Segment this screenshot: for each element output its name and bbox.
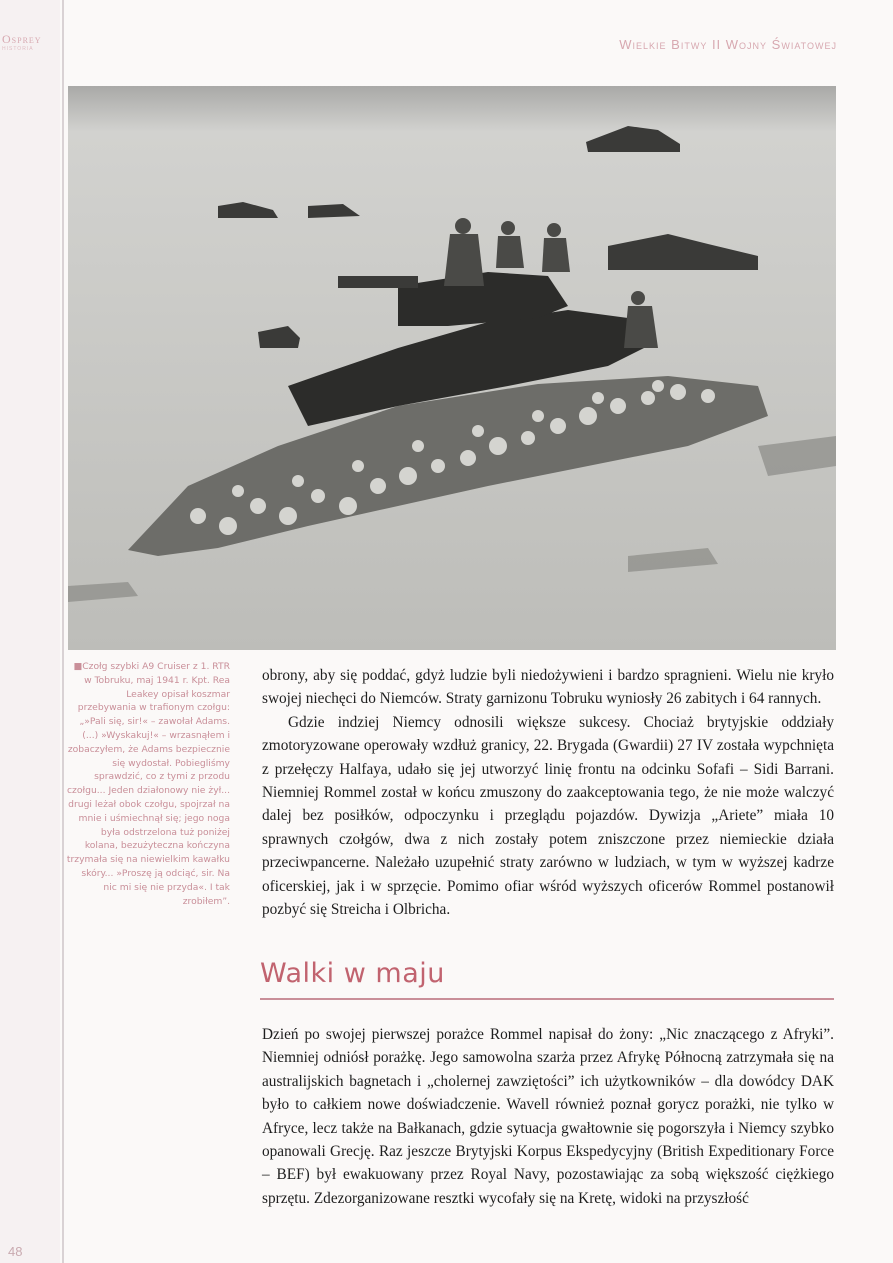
page-number: 48: [8, 1244, 23, 1259]
margin-strip: [0, 0, 60, 1263]
paragraph: Dzień po swojej pierwszej porażce Rommel napisał do żony: „Nic znaczącego z Afryki”. Niemniej odniósł porażkę. Jego samowolna szarża przez Afrykę Północną zatrzymała się na australijskich bagnetach i „cholernej zawziętości” ich użytkowników – dla dowódcy DAK było to całkiem nowe doświadczenie. Wavell również poznał gorycz porażki, nie tylko w Afryce, lecz także na Bałkanach, gdzie sytuacja gwałtownie się pogorszyła i Niemcy szybko opanowali Grecję. Raz jeszcze Brytyjski Korpus Ekspedycyjny (British Expeditionary Force – BEF) był ewakuowany przez Royal Navy, pozostawiając za sobą większość ciężkiego sprzętu. Zdezorganizowane resztki wycofały się na Kretę, widoki na przyszłość: [262, 1026, 834, 1207]
running-header: Wielkie Bitwy II Wojny Światowej: [619, 37, 837, 52]
heading-rule: [260, 998, 834, 1000]
paragraph: obrony, aby się poddać, gdyż ludzie byli niedożywieni i bardzo spragnieni. Wielu nie kryło swojej niechęci do Niemców. Straty garnizonu Tobruku wyniosły 26 zabitych i 64 rannych.: [262, 667, 834, 708]
body-column-top: [262, 664, 834, 921]
paragraph: Gdzie indziej Niemcy odnosili większe sukcesy. Chociaż brytyjskie oddziały zmotoryzowane operowały wzdłuż granicy, 22. Brygada (Gwardii) 27 IV została wypchnięta z przełęczy Halfaya, udało się jej utworzyć linię frontu na odcinku Sofafi – Sidi Barrani. Niemniej Rommel został w końcu zmuszony do zaakceptowania tego, że nie może walczyć dalej bez posiłków, odpoczynku i przeglądu pojazdów. Dywizja „Ariete” miała 10 sprawnych czołgów, dwa z nich zostały potem zniszczone przez niemieckie działa przeciwpancerne. Należało uzupełnić straty zarówno w ludziach, w tym w wyższej kadrze oficerskiej, jak i w sprzęcie. Pomimo ofiar wśród wyższych oficerów Rommel postanowił pozbyć się Streicha i Olbricha.: [262, 713, 834, 919]
body-column-bottom: [262, 1023, 834, 1210]
caption-bullet: ■: [73, 661, 83, 672]
section-heading: Walki w maju: [260, 958, 445, 989]
tank-photo-icon: [68, 86, 836, 650]
publisher-subtitle: HISTORIA: [2, 46, 34, 52]
caption-text: Czołg szybki A9 Cruiser z 1. RTR w Tobruku, maj 1941 r. Kpt. Rea Leakey opisał koszmar przebywania w trafionym czołgu: „»Pali się, sir!« – zawołał Adams. (...) »Wyskakuj!« – wrzasnąłem i zobaczyłem, że Adams bezpiecznie się wydostał. Pobiegliśmy sprawdzić, co z tymi z przodu czołgu... Jeden działonowy nie żył... drugi leżał obok czołgu, spojrzał na mnie i uśmiechnął się; jego noga była odstrzelona tuż poniżej kolana, bezużyteczna kończyna trzymała się na niewielkim kawałku skóry... »Proszę ją odciąć, sir. Na nic mi się nie przyda«. I tak zrobiłem”.: [66, 661, 230, 907]
tank-photo: [68, 86, 836, 650]
publisher-logo: Osprey: [2, 32, 42, 46]
photo-caption: [66, 660, 230, 908]
margin-rule: [62, 0, 64, 1263]
